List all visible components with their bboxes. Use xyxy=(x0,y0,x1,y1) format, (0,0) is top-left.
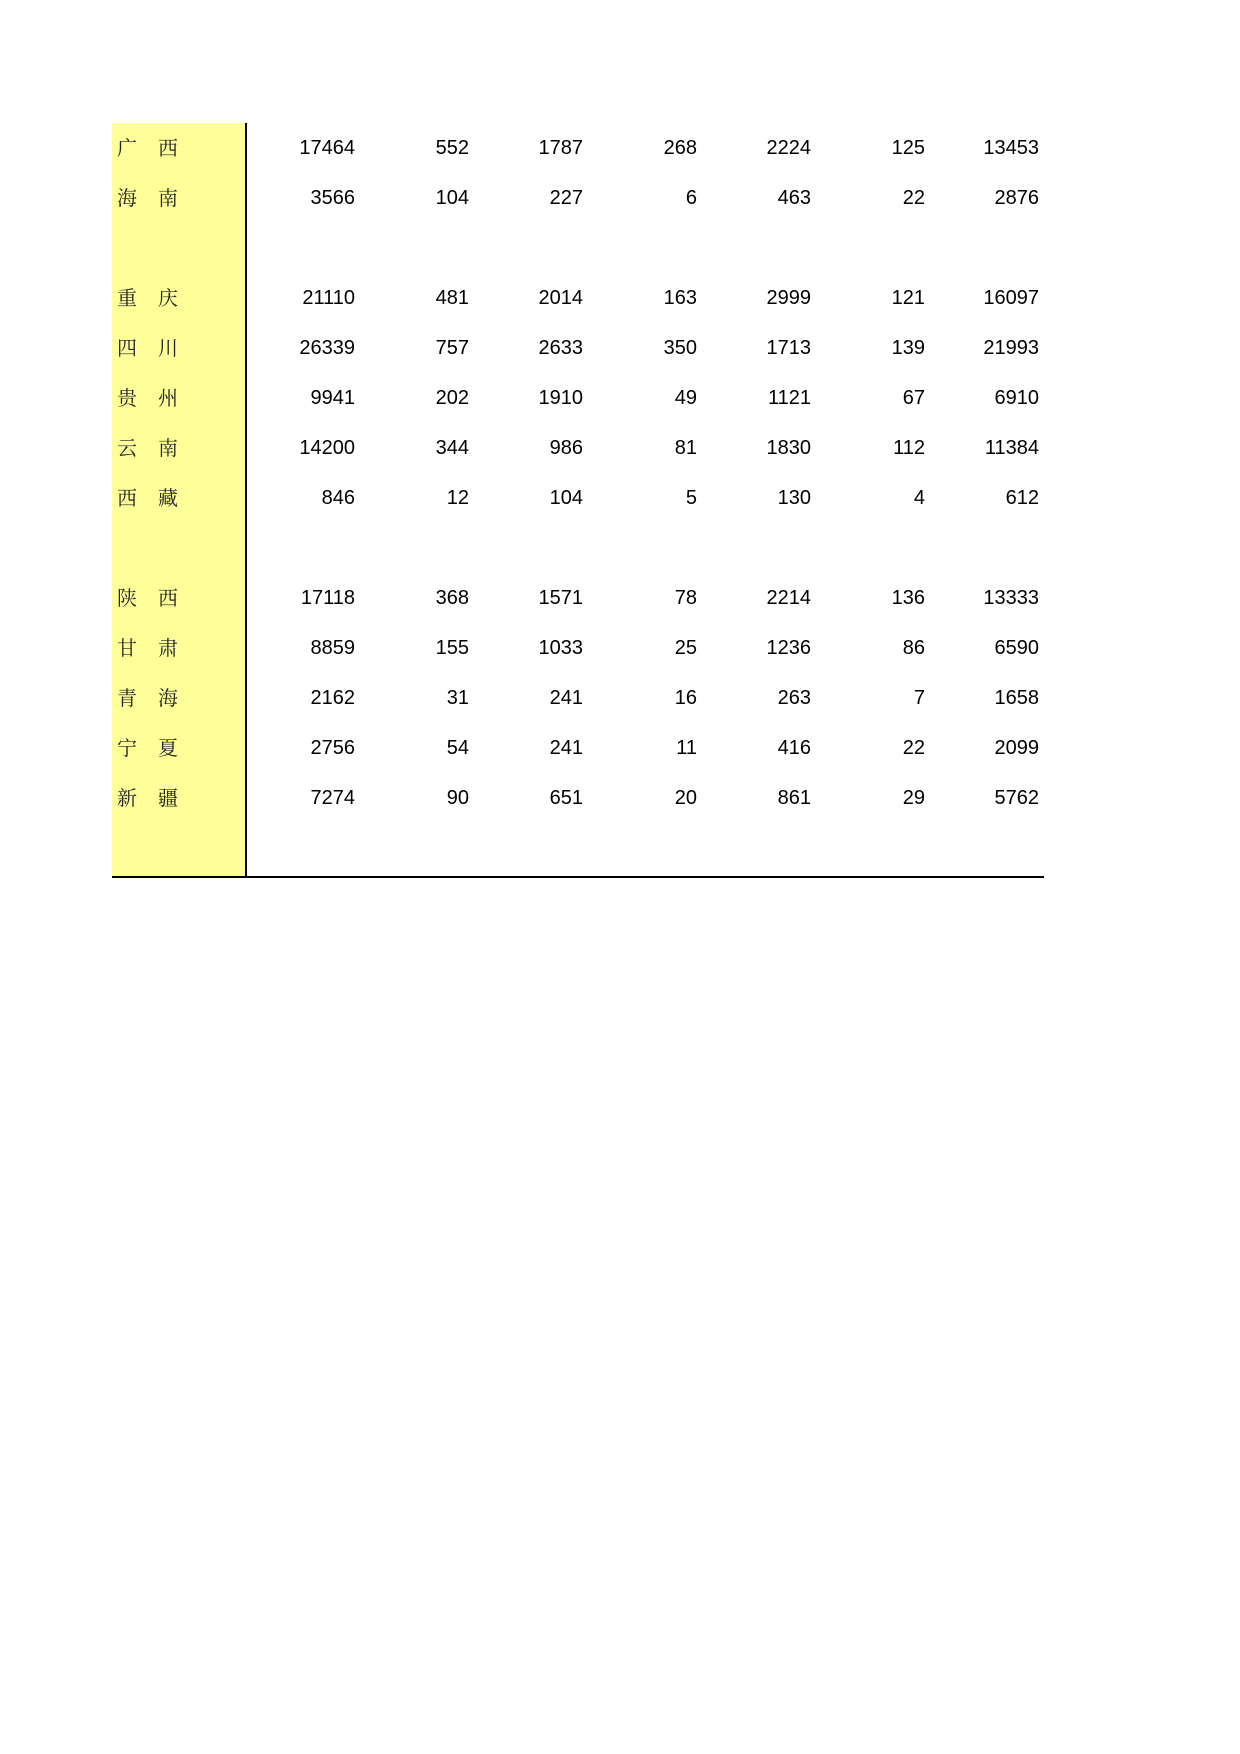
region-name xyxy=(117,573,242,623)
table-cell-col5: 2214 xyxy=(766,587,811,609)
table-cell-col7: 5762 xyxy=(994,787,1039,809)
table-cell-col4: 81 xyxy=(674,437,697,459)
table-cell-col3: 1571 xyxy=(538,587,583,609)
table-cell-col1: 26339 xyxy=(299,337,355,359)
table-cell-col6: 121 xyxy=(891,287,925,309)
table-cell-col2: 155 xyxy=(435,637,469,659)
table-cell-col6: 67 xyxy=(902,387,925,409)
table-cell-col4: 268 xyxy=(663,137,697,159)
region-name xyxy=(117,623,242,673)
region-name xyxy=(117,673,242,723)
region-char: 南 xyxy=(158,436,178,460)
region-char: 庆 xyxy=(158,286,178,310)
region-name xyxy=(117,423,242,473)
table-cell-col3: 1033 xyxy=(538,637,583,659)
table-cell-col6: 7 xyxy=(913,687,925,709)
region-name xyxy=(117,123,242,173)
table-cell-col7: 13453 xyxy=(983,137,1039,159)
table-cell-col7: 11384 xyxy=(984,437,1039,459)
table-cell-col4: 78 xyxy=(674,587,697,609)
table-cell-col4: 49 xyxy=(674,387,697,409)
table-cell-col5: 263 xyxy=(777,687,811,709)
table-cell-col5: 1713 xyxy=(766,337,811,359)
table-cell-col3: 2014 xyxy=(538,287,583,309)
table-cell-col3: 241 xyxy=(549,737,583,759)
region-name xyxy=(117,773,242,823)
table-row xyxy=(112,423,1044,473)
table-cell-col7: 1658 xyxy=(994,687,1039,709)
table-cell-col1: 2756 xyxy=(310,737,355,759)
table-cell-col4: 11 xyxy=(676,737,697,759)
region-char: 疆 xyxy=(158,786,178,810)
region-char: 夏 xyxy=(158,736,178,760)
table-cell-col5: 416 xyxy=(777,737,811,759)
table-cell-col4: 350 xyxy=(663,337,697,359)
region-char: 州 xyxy=(158,386,178,410)
table-cell-col1: 9941 xyxy=(310,387,355,409)
table-cell-col7: 16097 xyxy=(983,287,1039,309)
table-cell-col2: 552 xyxy=(435,137,469,159)
table-cell-col7: 612 xyxy=(1005,487,1039,509)
table-cell-col2: 31 xyxy=(446,687,469,709)
table-bottom-rule xyxy=(112,876,1044,878)
region-char: 宁 xyxy=(117,736,137,760)
table-cell-col6: 86 xyxy=(902,637,925,659)
table-cell-col5: 1121 xyxy=(767,387,811,409)
table-row xyxy=(112,323,1044,373)
region-name xyxy=(117,723,242,773)
region-char: 藏 xyxy=(158,486,178,510)
table-row xyxy=(112,573,1044,623)
region-name xyxy=(117,373,242,423)
table-row xyxy=(112,673,1044,723)
table-cell-col1: 7274 xyxy=(310,787,355,809)
table-cell-col1: 17118 xyxy=(300,587,355,609)
table-cell-col5: 463 xyxy=(777,187,811,209)
region-char: 海 xyxy=(158,686,178,710)
region-char: 西 xyxy=(158,586,178,610)
table-row xyxy=(112,273,1044,323)
region-char: 西 xyxy=(158,136,178,160)
region-char: 肃 xyxy=(158,636,178,660)
table-cell-col3: 227 xyxy=(549,187,583,209)
table-cell-col1: 14200 xyxy=(299,437,355,459)
table-row xyxy=(112,123,1044,173)
region-char: 四 xyxy=(117,336,137,360)
table-cell-col3: 241 xyxy=(549,687,583,709)
table-cell-col2: 202 xyxy=(435,387,469,409)
region-char: 贵 xyxy=(117,386,137,410)
table-cell-col2: 12 xyxy=(446,487,469,509)
table-cell-col6: 22 xyxy=(902,187,925,209)
region-char: 重 xyxy=(117,286,137,310)
region-char: 广 xyxy=(117,136,137,160)
table-row xyxy=(112,373,1044,423)
table-row xyxy=(112,473,1044,523)
table-cell-col7: 6590 xyxy=(994,637,1039,659)
table-cell-col2: 757 xyxy=(435,337,469,359)
table-cell-col6: 139 xyxy=(891,337,925,359)
table-cell-col5: 2999 xyxy=(766,287,811,309)
table-cell-col1: 2162 xyxy=(310,687,355,709)
data-table xyxy=(112,123,1044,878)
table-cell-col6: 29 xyxy=(902,787,925,809)
table-cell-col1: 17464 xyxy=(299,137,355,159)
region-char: 川 xyxy=(158,336,178,360)
table-cell-col3: 1910 xyxy=(538,387,583,409)
region-char: 青 xyxy=(117,686,137,710)
region-name xyxy=(117,473,242,523)
table-cell-col6: 136 xyxy=(891,587,925,609)
region-char: 甘 xyxy=(117,636,137,660)
table-cell-col5: 130 xyxy=(777,487,811,509)
table-cell-col1: 21110 xyxy=(302,287,355,309)
table-cell-col6: 22 xyxy=(902,737,925,759)
table-cell-col7: 21993 xyxy=(983,337,1039,359)
table-cell-col1: 3566 xyxy=(310,187,355,209)
table-cell-col5: 861 xyxy=(777,787,811,809)
table-cell-col4: 6 xyxy=(685,187,697,209)
table-row xyxy=(112,173,1044,223)
table-cell-col2: 90 xyxy=(446,787,469,809)
table-cell-col3: 104 xyxy=(549,487,583,509)
table-cell-col4: 20 xyxy=(674,787,697,809)
table-cell-col3: 986 xyxy=(549,437,583,459)
table-cell-col2: 368 xyxy=(435,587,469,609)
region-char: 海 xyxy=(117,186,137,210)
region-char: 西 xyxy=(117,486,137,510)
table-cell-col6: 112 xyxy=(893,437,925,459)
table-cell-col5: 2224 xyxy=(766,137,811,159)
table-cell-col7: 6910 xyxy=(994,387,1039,409)
table-cell-col3: 651 xyxy=(549,787,583,809)
table-cell-col6: 125 xyxy=(891,137,925,159)
table-cell-col2: 54 xyxy=(446,737,469,759)
table-row xyxy=(112,723,1044,773)
table-cell-col2: 481 xyxy=(435,287,469,309)
table-cell-col4: 25 xyxy=(674,637,697,659)
table-cell-col4: 5 xyxy=(685,487,697,509)
table-cell-col1: 8859 xyxy=(310,637,355,659)
table-cell-col4: 16 xyxy=(674,687,697,709)
table-cell-col5: 1830 xyxy=(766,437,811,459)
region-name xyxy=(117,323,242,373)
table-cell-col3: 1787 xyxy=(538,137,583,159)
table-cell-col7: 2876 xyxy=(994,187,1039,209)
table-row xyxy=(112,773,1044,823)
region-char: 南 xyxy=(158,186,178,210)
table-cell-col7: 2099 xyxy=(994,737,1039,759)
region-name xyxy=(117,173,242,223)
region-name xyxy=(117,273,242,323)
table-cell-col2: 104 xyxy=(435,187,469,209)
region-char: 云 xyxy=(117,436,137,460)
table-cell-col1: 846 xyxy=(321,487,355,509)
table-cell-col3: 2633 xyxy=(538,337,583,359)
region-char: 新 xyxy=(117,786,137,810)
table-cell-col7: 13333 xyxy=(983,587,1039,609)
table-cell-col4: 163 xyxy=(663,287,697,309)
region-char: 陕 xyxy=(117,586,137,610)
table-cell-col2: 344 xyxy=(435,437,469,459)
table-cell-col5: 1236 xyxy=(766,637,811,659)
table-row xyxy=(112,623,1044,673)
table-cell-col6: 4 xyxy=(913,487,925,509)
